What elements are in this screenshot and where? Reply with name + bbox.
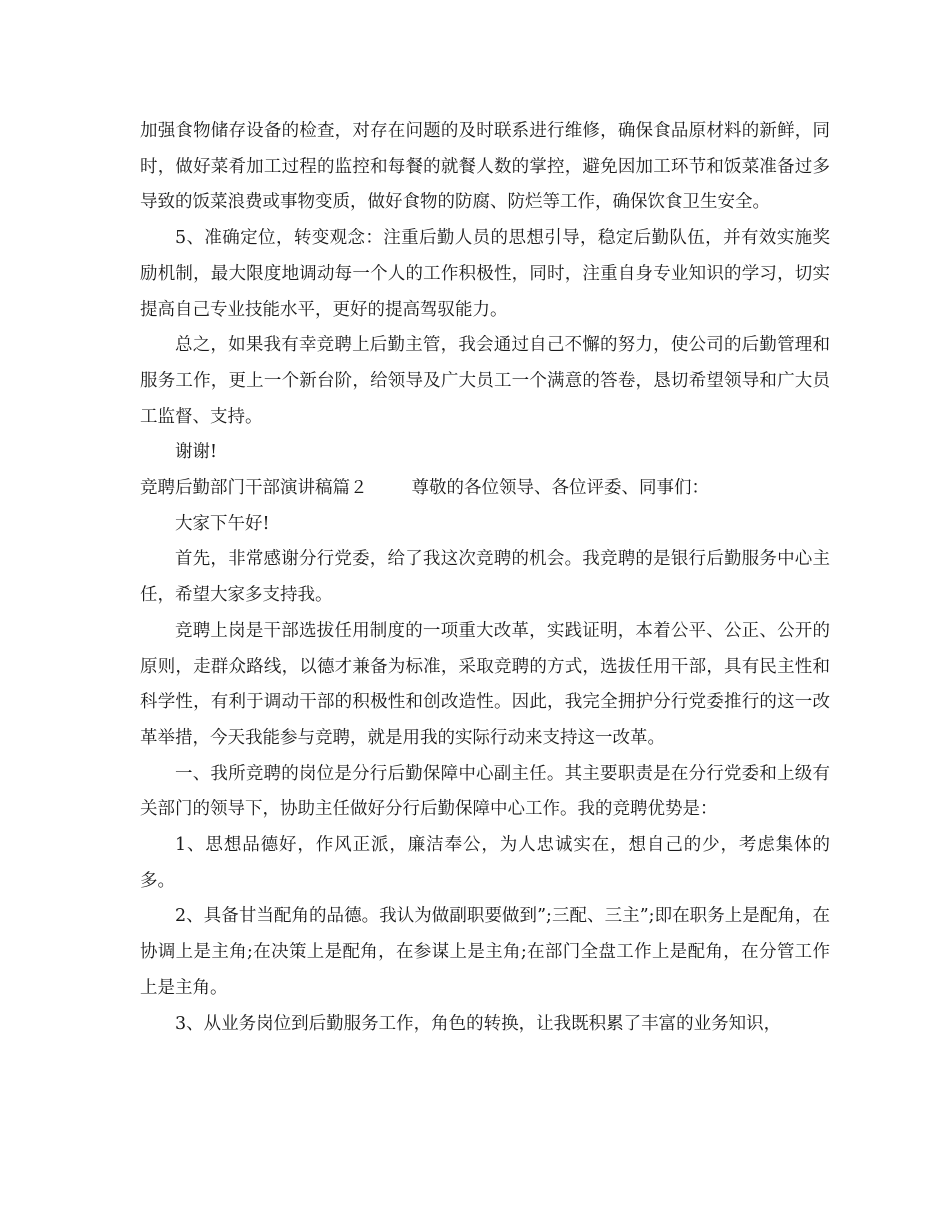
paragraph-thanks: 谢谢! xyxy=(175,442,218,463)
paragraph-conclusion: 总之，如果我有幸竞聘上后勤主管，我会通过自己不懈的努力，使公司的后勤管理和服务工作，更上一个新台阶，给领导及广大员工一个满意的答卷，恳切希望领导和广大员工监督、支持。 xyxy=(140,335,830,427)
paragraph-greeting: 大家下午好! xyxy=(175,513,270,534)
paragraph-position: 一、我所竞聘的岗位是分行后勤保障中心副主任。其主要职责是在分行党委和上级有关部门的领导下，协助主任做好分行后勤保障中心工作。我的竞聘优势是： xyxy=(140,763,830,820)
document-body xyxy=(140,114,830,1042)
paragraph-reform: 竞聘上岗是干部选拔任用制度的一项重大改革，实践证明，本着公平、公正、公开的原则，走群众路线，以德才兼备为标准，采取竞聘的方式，选拔任用干部，具有民主性和科学性，有利于调动干部的积极性和创改造性。因此，我完全拥护分行党委推行的这一改革举措，今天我能参与竞聘，就是用我的实际行动来支持这一改革。 xyxy=(140,620,830,748)
paragraph-advantage-3: 3、从业务岗位到后勤服务工作，角色的转换，让我既积累了丰富的业务知识， xyxy=(175,1013,782,1034)
section-title: 竞聘后勤部门干部演讲稿篇２ xyxy=(140,478,368,499)
paragraph-point-5: 5、准确定位，转变观念：注重后勤人员的思想引导，稳定后勤队伍，并有效实施奖励机制，最大限度地调动每一个人的工作积极性，同时，注重自身专业知识的学习，切实提高自己专业技能水平，更好的提高驾驭能力。 xyxy=(140,228,830,320)
section-heading-line xyxy=(140,471,830,507)
section-salutation: 尊敬的各位领导、各位评委、同事们： xyxy=(411,478,709,499)
paragraph-advantage-2: 2、具备甘当配角的品德。我认为做副职要做到”;三配、三主”;即在职务上是配角，在协调上是主角;在决策上是配角，在参谋上是主角;在部门全盘工作上是配角，在分管工作上是主角。 xyxy=(140,906,830,998)
paragraph-intro: 首先，非常感谢分行党委，给了我这次竞聘的机会。我竞聘的是银行后勤服务中心主任，希望大家多支持我。 xyxy=(140,549,830,606)
paragraph-advantage-1: 1、思想品德好，作风正派，廉洁奉公，为人忠诚实在，想自己的少，考虑集体的多。 xyxy=(140,835,830,891)
paragraph-food-safety: 加强食物储存设备的检查，对存在问题的及时联系进行维修，确保食品原材料的新鲜，同时，做好菜肴加工过程的监控和每餐的就餐人数的掌控，避免因加工环节和饭菜准备过多导致的饭菜浪费或事物变质，做好食物的防腐、防烂等工作，确保饮食卫生安全。 xyxy=(140,121,830,213)
